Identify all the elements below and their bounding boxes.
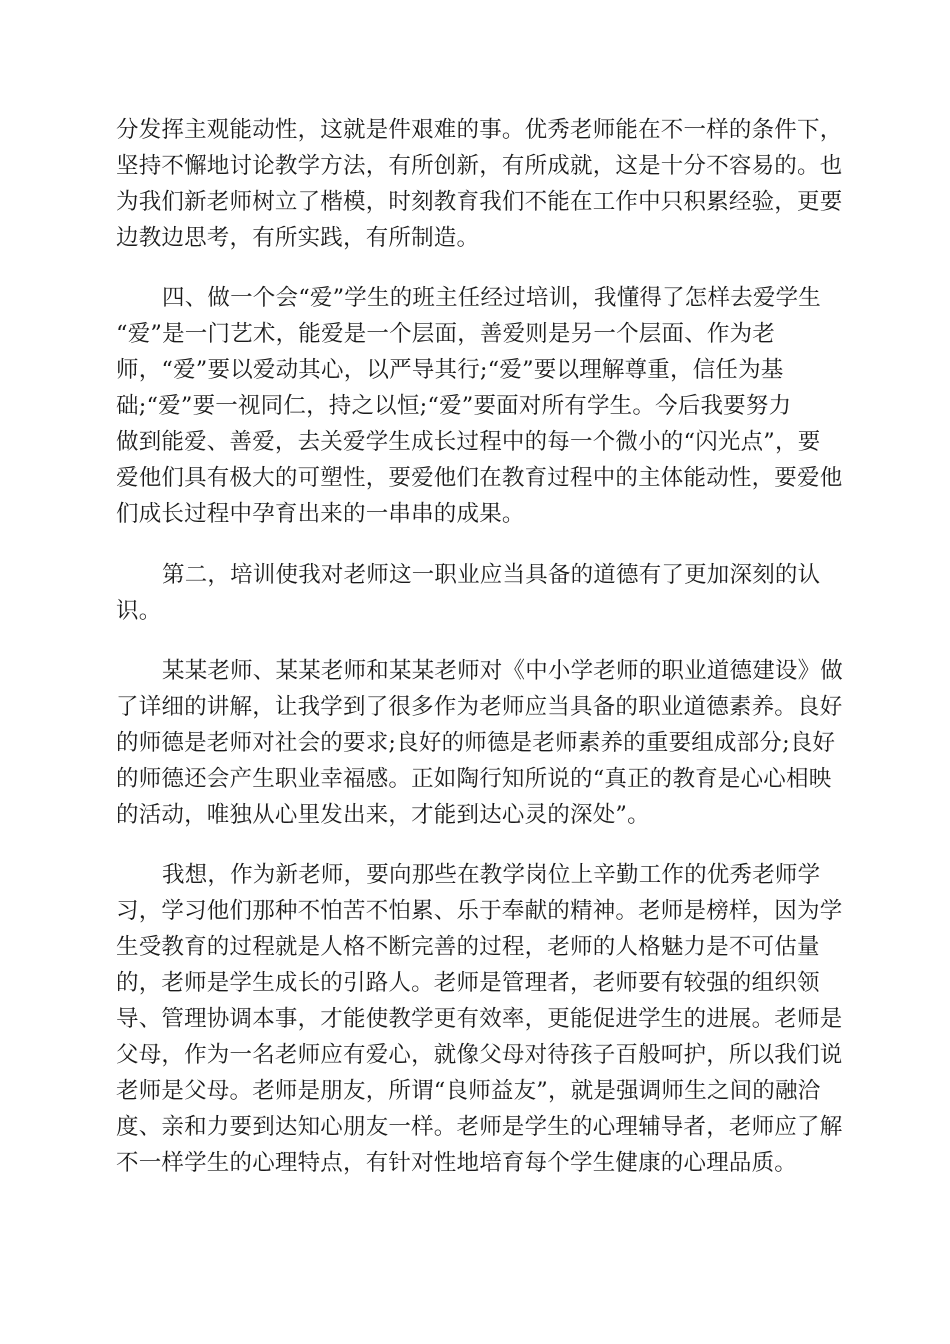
paragraph-5-line-6: 父母，作为一名老师应有爱心，就像父母对待孩子百般呵护，所以我们说 [116,1042,843,1068]
paragraph-5-line-9: 不一样学生的心理特点，有针对性地培育每个学生健康的心理品质。 [116,1150,798,1176]
paragraph-2-line-2: “爱”是一门艺术，能爱是一个层面，善爱则是另一个层面、作为老 [116,321,776,347]
paragraph-5-line-8: 度、亲和力要到达知心朋友一样。老师是学生的心理辅导者，老师应了解 [116,1114,843,1140]
paragraph-5-line-3: 生受教育的过程就是人格不断完善的过程，老师的人格魅力是不可估量 [116,934,820,960]
paragraph-4-line-3: 的师德是老师对社会的要求;良好的师德是老师素养的重要组成部分;良好 [116,730,836,756]
paragraph-4-line-1: 某某老师、某某老师和某某老师对《中小学老师的职业道德建设》做 [162,658,844,684]
paragraph-2-line-4: 础;“爱”要一视同仁，持之以恒;“爱”要面对所有学生。今后我要努力 [116,393,792,419]
paragraph-1-line-1: 分发挥主观能动性，这就是件艰难的事。优秀老师能在不一样的条件下， [116,117,843,143]
paragraph-3-line-1: 第二，培训使我对老师这一职业应当具备的道德有了更加深刻的认 [162,562,821,588]
paragraph-1-line-4: 边教边思考，有所实践，有所制造。 [116,225,480,251]
paragraph-4-line-2: 了详细的讲解，让我学到了很多作为老师应当具备的职业道德素养。良好 [116,694,843,720]
paragraph-2-line-6: 爱他们具有极大的可塑性，要爱他们在教育过程中的主体能动性，要爱他 [116,465,843,491]
paragraph-1-line-2: 坚持不懈地讨论教学方法，有所创新，有所成就，这是十分不容易的。也 [116,153,843,179]
paragraph-3-line-2: 识。 [116,598,162,624]
paragraph-2-line-5: 做到能爱、善爱，去关爱学生成长过程中的每一个微小的“闪光点”，要 [116,429,821,455]
paragraph-4-line-5: 的活动，唯独从心里发出来，才能到达心灵的深处”。 [116,802,650,828]
paragraph-5-line-4: 的，老师是学生成长的引路人。老师是管理者，老师要有较强的组织领 [116,970,820,996]
paragraph-4-line-4: 的师德还会产生职业幸福感。正如陶行知所说的“真正的教育是心心相映 [116,766,832,792]
paragraph-2-line-3: 师，“爱”要以爱动其心，以严导其行;“爱”要以理解尊重，信任为基 [116,357,784,383]
paragraph-5-line-7: 老师是父母。老师是朋友，所谓“良师益友”，就是强调师生之间的融洽 [116,1078,821,1104]
paragraph-2-line-7: 们成长过程中孕育出来的一串串的成果。 [116,501,525,527]
paragraph-5-line-2: 习，学习他们那种不怕苦不怕累、乐于奉献的精神。老师是榜样，因为学 [116,898,843,924]
paragraph-5-line-5: 导、管理协调本事，才能使教学更有效率，更能促进学生的进展。老师是 [116,1006,843,1032]
paragraph-5-line-1: 我想，作为新老师，要向那些在教学岗位上辛勤工作的优秀老师学 [162,862,821,888]
paragraph-1-line-3: 为我们新老师树立了楷模，时刻教育我们不能在工作中只积累经验，更要 [116,189,843,215]
paragraph-2-line-1: 四、做一个会“爱”学生的班主任经过培训，我懂得了怎样去爱学生 [162,285,822,311]
